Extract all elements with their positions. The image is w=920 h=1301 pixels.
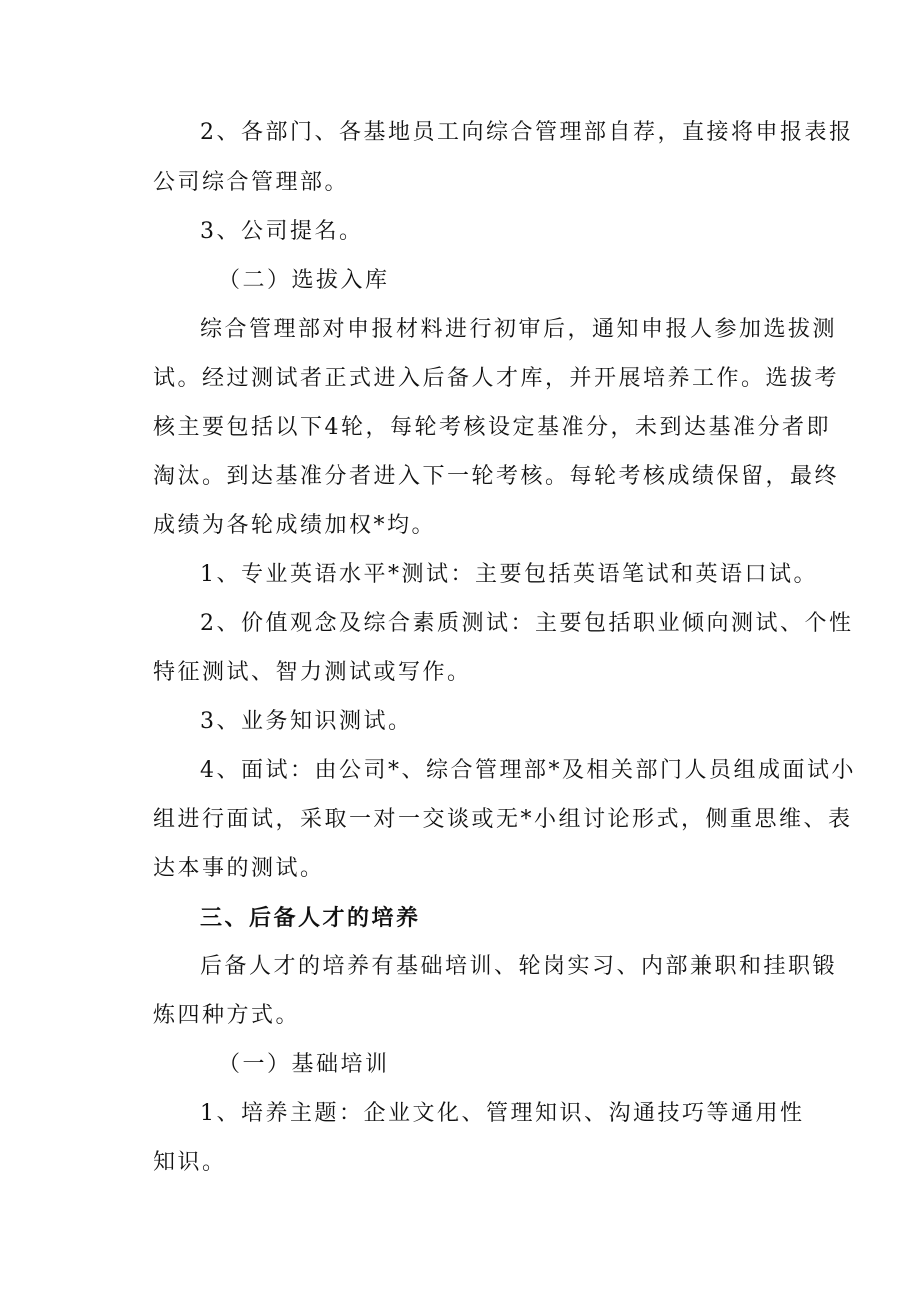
paragraph-line: 综合管理部对申报材料进行初审后，通知申报人参加选拔测 bbox=[200, 317, 838, 342]
paragraph-line: 3、公司提名。 bbox=[200, 219, 364, 244]
paragraph-line: 公司综合管理部。 bbox=[153, 170, 350, 195]
chapter-heading: 三、后备人才的培养 bbox=[200, 905, 421, 931]
section-heading: （一）基础培训 bbox=[218, 1052, 390, 1077]
paragraph-line: 1、培养主题：企业文化、管理知识、沟通技巧等通用性 bbox=[200, 1101, 805, 1126]
paragraph-line: 4、面试：由公司*、综合管理部*及相关部门人员组成面试小 bbox=[200, 758, 856, 783]
paragraph-line: 淘汰。到达基准分者进入下一轮考核。每轮考核成绩保留，最终 bbox=[153, 464, 840, 489]
paragraph-line: 2、各部门、各基地员工向综合管理部自荐，直接将申报表报 bbox=[200, 120, 854, 145]
paragraph-line: 后备人才的培养有基础培训、轮岗实习、内部兼职和挂职锻 bbox=[200, 954, 838, 979]
paragraph-line: 达本事的测试。 bbox=[153, 856, 325, 881]
paragraph-line: 2、价值观念及综合素质测试：主要包括职业倾向测试、个性 bbox=[200, 611, 854, 636]
paragraph-line: 试。经过测试者正式进入后备人才库，并开展培养工作。选拔考 bbox=[153, 366, 840, 391]
paragraph-line: 知识。 bbox=[153, 1150, 227, 1175]
paragraph-line: 1、专业英语水平*测试：主要包括英语笔试和英语口试。 bbox=[200, 562, 818, 587]
section-heading: （二）选拔入库 bbox=[218, 268, 390, 293]
paragraph-line: 特征测试、智力测试或写作。 bbox=[153, 660, 472, 685]
paragraph-line: 3、业务知识测试。 bbox=[200, 709, 413, 734]
paragraph-line: 炼四种方式。 bbox=[153, 1003, 301, 1028]
paragraph-line: 成绩为各轮成绩加权*均。 bbox=[153, 513, 437, 538]
paragraph-line: 组进行面试，采取一对一交谈或无*小组讨论形式，侧重思维、表 bbox=[153, 807, 853, 832]
paragraph-line: 核主要包括以下4轮，每轮考核设定基准分，未到达基准分者即 bbox=[153, 415, 831, 440]
